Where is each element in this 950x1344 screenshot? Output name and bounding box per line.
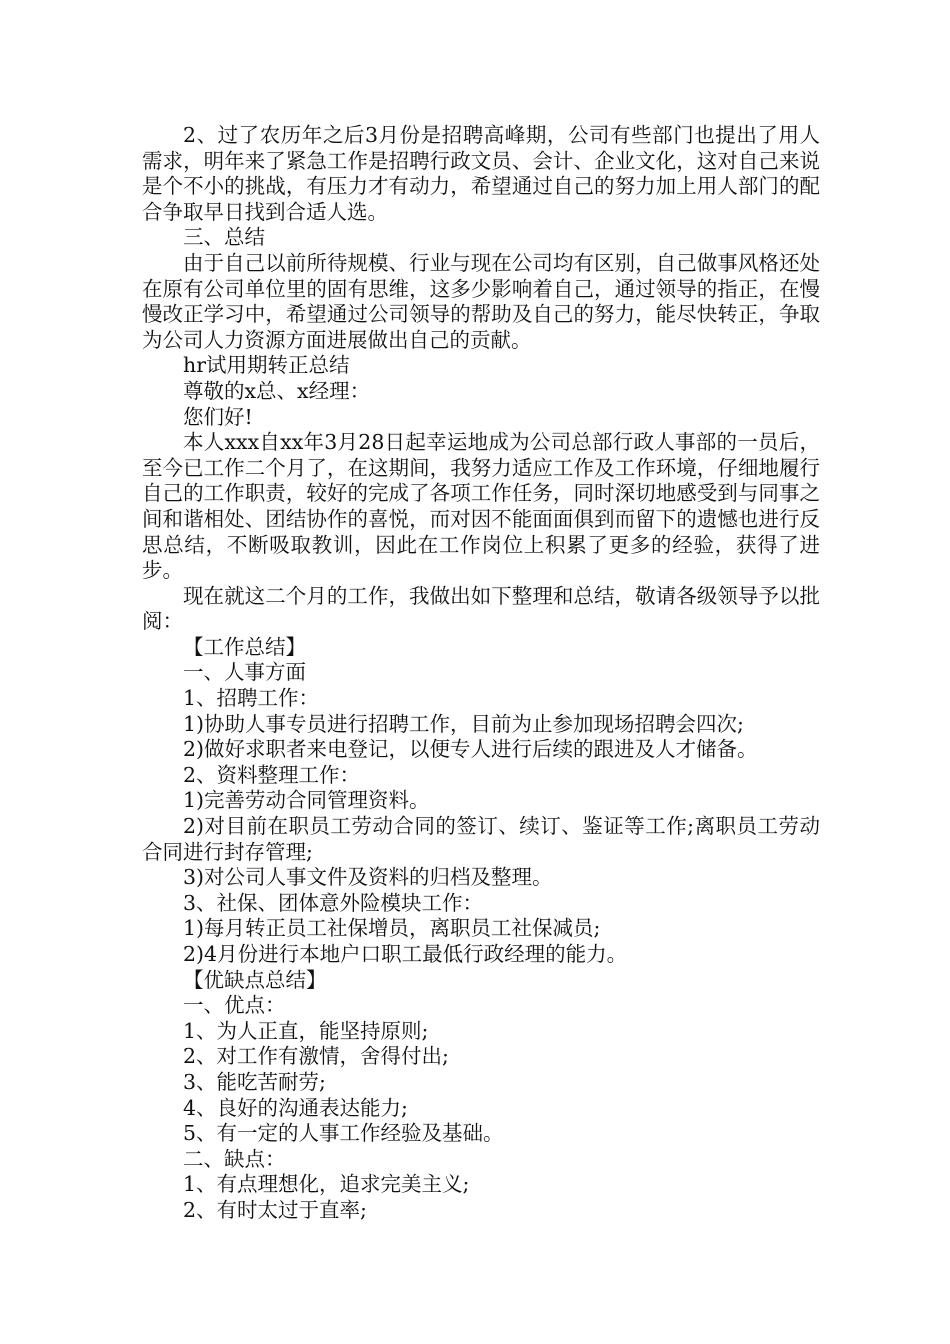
heading-strengths: 一、优点： xyxy=(183,993,286,1018)
subheading-recruitment: 1、招聘工作： xyxy=(183,686,320,711)
list-item: 3、能吃苦耐劳; xyxy=(183,1069,326,1094)
heading-summary: 三、总结 xyxy=(183,225,265,250)
paragraph-summary: 由于自己以前所待规模、行业与现在公司均有区别，自己做事风格还处在原有公司单位里的固有思维，这多少影响着自己，通过领导的指正，在慢慢改正学习中，希望通过公司领导的帮助及自己的努力，能尽快转正，争取为公司人力资源方面进展做出自己的贡献。 xyxy=(142,250,820,352)
paragraph-request-review: 现在就这二个月的工作，我做出如下整理和总结，敬请各级领导予以批阅： xyxy=(142,583,820,634)
list-item: 2)4月份进行本地户口职工最低行政经理的能力。 xyxy=(183,942,628,966)
list-item: 4、良好的沟通表达能力; xyxy=(183,1095,408,1120)
list-item: 1、有点理想化，追求完美主义; xyxy=(183,1172,470,1197)
salutation: 尊敬的x总、x经理： xyxy=(183,378,371,403)
list-item: 2)做好求职者来电登记，以便专人进行后续的跟进及人才储备。 xyxy=(183,737,758,762)
list-item: 1)协助人事专员进行招聘工作，目前为止参加现场招聘会四次; xyxy=(183,711,744,736)
heading-pros-cons: 【优缺点总结】 xyxy=(183,967,327,992)
list-item: 2、对工作有激情，舍得付出; xyxy=(183,1044,449,1069)
paragraph-intro: 本人xxx自xx年3月28日起幸运地成为公司总部行政人事部的一员后，至今已工作二个月了，在这期间，我努力适应工作及工作环境，仔细地履行自己的工作职责，较好的完成了各项工作任务，同时深切地感受到与同事之间和谐相处、团结协作的喜悦，而对因不能面面俱到而留下的遗憾也进行反思总结，不断吸取教训，因此在工作岗位上积累了更多的经验，获得了进步。 xyxy=(142,430,820,583)
paragraph-recruitment-peak: 2、过了农历年之后3月份是招聘高峰期，公司有些部门也提出了用人需求，明年来了紧急工作是招聘行政文员、会计、企业文化，这对自己来说是个不小的挑战，有压力才有动力，希望通过自己的努力加上用人部门的配合争取早日找到合适人选。 xyxy=(142,123,820,224)
heading-work-summary: 【工作总结】 xyxy=(183,634,306,659)
document-title: hr试用期转正总结 xyxy=(183,353,350,378)
list-item: 5、有一定的人事工作经验及基础。 xyxy=(183,1121,504,1146)
list-item: 2)对目前在职员工劳动合同的签订、续订、鉴证等工作;离职员工劳动合同进行封存管理; xyxy=(142,814,820,864)
list-item: 1)每月转正员工社保增员，离职员工社保减员; xyxy=(183,916,601,941)
list-item: 1)完善劳动合同管理资料。 xyxy=(183,788,430,813)
subheading-insurance: 3、社保、团体意外险模块工作： xyxy=(183,890,484,915)
heading-personnel: 一、人事方面 xyxy=(183,660,306,685)
heading-weaknesses: 二、缺点： xyxy=(183,1146,286,1171)
greeting: 您们好! xyxy=(183,404,253,429)
list-item: 1、为人正直，能坚持原则; xyxy=(183,1018,429,1043)
subheading-documents: 2、资料整理工作： xyxy=(183,762,361,787)
document-body xyxy=(142,123,820,1224)
list-item: 3)对公司人事文件及资料的归档及整理。 xyxy=(183,865,553,890)
list-item: 2、有时太过于直率; xyxy=(183,1197,367,1222)
